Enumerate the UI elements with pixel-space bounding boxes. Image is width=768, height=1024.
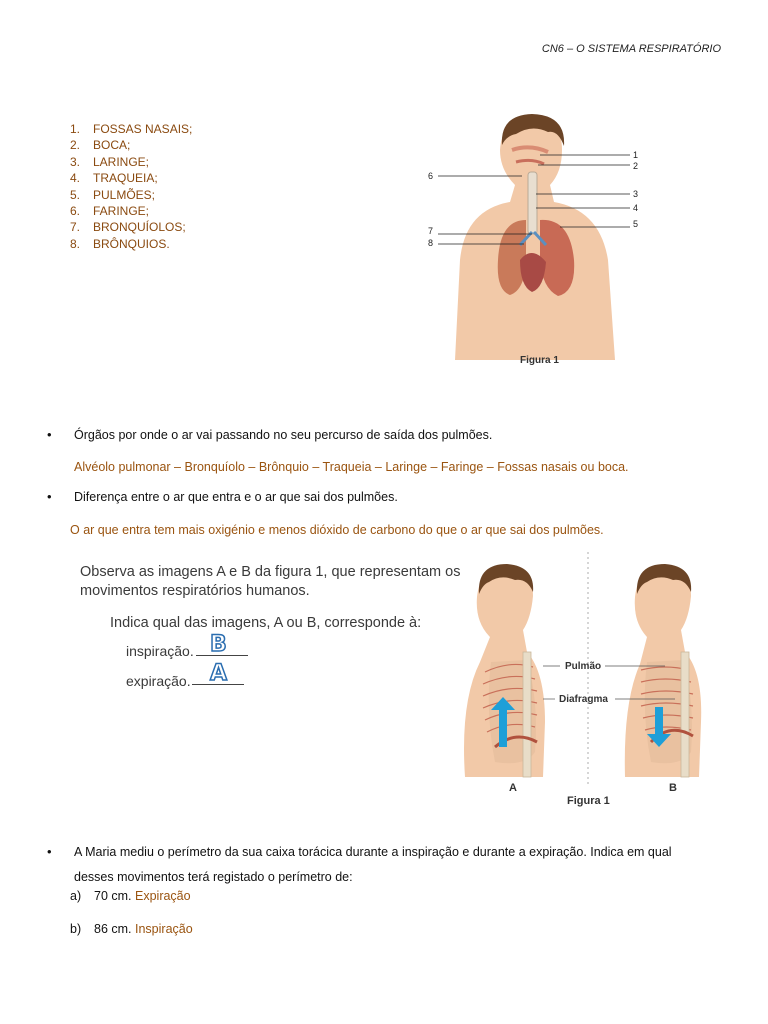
question-2: • Diferença entre o ar que entra e o ar que sai dos pulmões. bbox=[47, 489, 398, 504]
figure-a bbox=[464, 564, 545, 777]
diafragma-label: Diafragma bbox=[559, 694, 608, 705]
list-item: 2. BOCA; bbox=[70, 138, 131, 153]
bullet-icon: • bbox=[47, 844, 52, 859]
answer-b: Inspiração bbox=[135, 922, 193, 936]
organ-list bbox=[70, 121, 192, 252]
answer-1: Alvéolo pulmonar – Bronquíolo – Brônquio – Traqueia – Laringe – Faringe – Fossas nasais ou boca. bbox=[74, 460, 629, 474]
label-1: 1 bbox=[633, 150, 639, 160]
breathing-movements-illustration bbox=[455, 552, 720, 812]
list-item: 8. BRÔNQUIOS. bbox=[70, 236, 170, 251]
exercise-instruction: Indica qual das imagens, A ou B, corresponde à: bbox=[110, 615, 422, 631]
answer-a: Expiração bbox=[135, 889, 191, 903]
expiracao-label: expiração. bbox=[126, 673, 191, 689]
figure-b bbox=[625, 564, 701, 777]
bullet-icon: • bbox=[47, 427, 52, 442]
question-1: • Órgãos por onde o ar vai passando no seu percurso de saída dos pulmões. bbox=[47, 427, 493, 442]
label-3: 3 bbox=[633, 189, 639, 199]
question-3: • A Maria mediu o perímetro da sua caixa torácica durante a inspiração e durante a expiração. Indica em qual desses movimentos terá registado o perímetro de: bbox=[74, 840, 734, 890]
pulmao-label: Pulmão bbox=[565, 661, 602, 672]
list-item: 7. BRONQUÍOLOS; bbox=[70, 220, 186, 235]
label-7: 7 bbox=[428, 226, 434, 236]
figure-a-label: A bbox=[509, 782, 517, 794]
inspiracao-label: inspiração. bbox=[126, 643, 194, 659]
sub-item-a: a) 70 cm. Expiração bbox=[70, 889, 191, 903]
expiracao-answer: A bbox=[210, 661, 228, 686]
list-item: 4. TRAQUEIA; bbox=[70, 171, 158, 186]
figure-caption: Figura 1 bbox=[520, 355, 559, 366]
list-item: 5. PULMÕES; bbox=[70, 187, 156, 202]
label-5: 5 bbox=[633, 219, 639, 229]
label-8: 8 bbox=[428, 238, 434, 248]
list-item: 6. FARINGE; bbox=[70, 204, 150, 219]
label-6: 6 bbox=[428, 171, 434, 181]
figure-caption: Figura 1 bbox=[567, 795, 610, 807]
label-4: 4 bbox=[633, 203, 639, 213]
label-2: 2 bbox=[633, 161, 639, 171]
inspiracao-answer: B bbox=[210, 632, 227, 657]
page-header: CN6 – O SISTEMA RESPIRATÓRIO bbox=[541, 43, 721, 55]
list-item: 3. LARINGE; bbox=[70, 154, 150, 169]
exercise-intro: Observa as imagens A e B da figura 1, que representam os movimentos respiratórios humanos. bbox=[80, 564, 461, 599]
respiratory-system-illustration bbox=[420, 110, 650, 370]
bullet-icon: • bbox=[47, 489, 52, 504]
figure-b-label: B bbox=[669, 782, 677, 794]
answer-2: O ar que entra tem mais oxigénio e menos dióxido de carbono do que o ar que sai dos pulmões. bbox=[70, 523, 604, 537]
sub-item-b: b) 86 cm. Inspiração bbox=[70, 922, 193, 936]
list-item: 1. FOSSAS NASAIS; bbox=[70, 122, 193, 136]
